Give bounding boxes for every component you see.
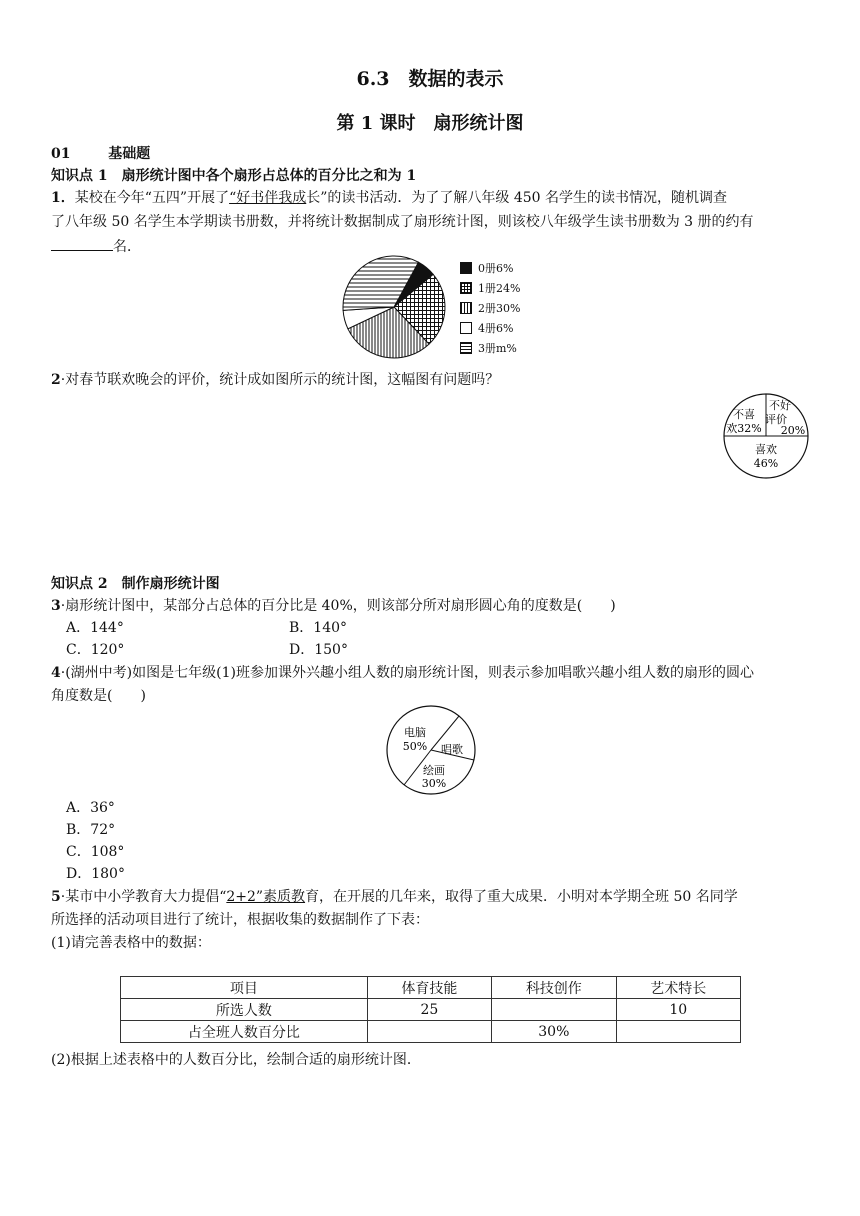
section-number: 01 [51, 146, 71, 162]
table-cell: 10 [616, 999, 740, 1021]
q1-number: 1． [51, 190, 75, 206]
legend-label: 4册6% [478, 322, 514, 335]
q4-label-computer-b: 50% [402, 740, 428, 753]
table-cell: 科技创作 [492, 977, 616, 999]
q2-question: ·对春节联欢晚会的评价，统计成如图所示的统计图，这幅图有问题吗？ [60, 372, 500, 388]
section-heading [51, 144, 150, 164]
q5-line-1 [51, 887, 738, 907]
q5-line-2: 所选择的活动项目进行了统计，根据收集的数据制作了下表： [51, 912, 429, 928]
q4-question: ·(湖州中考)如图是七年级(1)班参加课外兴趣小组人数的扇形统计图，则表示参加唱歌兴趣小组人数的扇形的圆心 [60, 665, 754, 681]
table-cell-empty[interactable] [616, 1021, 740, 1043]
q1-text-underlined: “好书伴我成 [229, 190, 307, 206]
q1-line-2: 了八年级 50 名学生本学期读书册数，并将统计数据制成了扇形统计图，则该校八年级学生读书册数为 3 册的约有 [51, 214, 754, 230]
table-cell: 25 [367, 999, 491, 1021]
q5-table [120, 976, 741, 1043]
q3-question: ·扇形统计图中，某部分占总体的百分比是 40%，则该部分所对扇形圆心角的度数是( ) [60, 598, 616, 614]
q3-option-a[interactable]: A．144° [66, 620, 124, 636]
legend-item-0 [460, 258, 520, 278]
q4-line-2: 角度数是( ) [51, 688, 146, 704]
q2-number: 2 [51, 372, 61, 388]
q1-line-3 [51, 236, 141, 257]
q1-legend [460, 258, 520, 358]
legend-item-4 [460, 338, 520, 358]
q4-option-b[interactable]: B．72° [66, 822, 116, 838]
q1-text-tail: 名． [113, 239, 141, 255]
q1-pie-slices [343, 256, 445, 358]
knowledge-point-1: 知识点 1 扇形统计图中各个扇形占总体的百分比之和为 1 [51, 168, 417, 184]
q3-text [51, 596, 616, 616]
q4-option-a[interactable]: A．36° [66, 800, 115, 816]
table-row [121, 999, 741, 1021]
legend-swatch-vertical [460, 302, 472, 314]
legend-label: 3册m% [478, 342, 517, 355]
section-name: 基础题 [108, 146, 151, 162]
legend-item-1 [460, 278, 520, 298]
table-row [121, 1021, 741, 1043]
q1-line-1 [51, 188, 727, 208]
legend-item-2 [460, 298, 520, 318]
q2-label-like-b: 46% [753, 457, 779, 470]
q5-text-a: ·某市中小学教育大力提倡“ [60, 889, 227, 905]
legend-swatch-grid [460, 282, 472, 294]
q2-label-dislike-a: 不喜 [733, 408, 755, 421]
q3-number: 3 [51, 598, 61, 614]
q5-number: 5 [51, 889, 61, 905]
q2-label-bad-a: 不好 [769, 399, 791, 412]
q4-option-c[interactable]: C．108° [66, 844, 125, 860]
q2-label-like-a: 喜欢 [755, 443, 777, 456]
q3-option-d[interactable]: D．150° [289, 642, 348, 658]
page-title: 6.3 数据的表示 [356, 68, 504, 90]
table-header-row [121, 977, 741, 999]
q2-label-bad-b: 评价 [765, 413, 787, 426]
knowledge-point-2: 知识点 2 制作扇形统计图 [51, 576, 220, 592]
q4-label-singing: 唱歌 [441, 743, 463, 756]
q2-pie-chart [720, 393, 812, 481]
table-cell: 所选人数 [121, 999, 368, 1021]
q1-pie-chart [338, 254, 450, 360]
q4-option-d[interactable]: D．180° [66, 866, 125, 882]
legend-label: 1册24% [478, 282, 521, 295]
q4-label-computer-a: 电脑 [404, 726, 426, 739]
q4-label-drawing-a: 绘画 [423, 764, 445, 777]
legend-swatch-blank [460, 322, 472, 334]
table-cell: 项目 [121, 977, 368, 999]
q1-text-a: 某校在今年“五四”开展了 [74, 190, 230, 206]
q2-label-dislike-b: 欢32% [726, 422, 762, 435]
table-cell-empty[interactable] [492, 999, 616, 1021]
table-cell: 体育技能 [367, 977, 491, 999]
q2-label-bad-c: 20% [780, 424, 806, 437]
q4-number: 4 [51, 665, 61, 681]
table-cell-empty[interactable] [367, 1021, 491, 1043]
legend-label: 2册30% [478, 302, 521, 315]
q3-option-c[interactable]: C．120° [66, 642, 125, 658]
q3-option-b[interactable]: B．140° [289, 620, 348, 636]
q5-text-b: 育，在开展的几年来，取得了重大成果．小明对本学期全班 50 名同学 [305, 889, 738, 905]
legend-label: 0册6% [478, 262, 514, 275]
lesson-subtitle: 第 1 课时 扇形统计图 [336, 113, 524, 134]
q4-line-1 [51, 663, 754, 683]
q4-label-drawing-b: 30% [421, 777, 447, 790]
legend-item-3 [460, 318, 520, 338]
q5-sub-1: (1)请完善表格中的数据： [51, 935, 211, 951]
table-cell: 艺术特长 [616, 977, 740, 999]
legend-swatch-horizontal [460, 342, 472, 354]
q1-text-b: 长”的读书活动．为了了解八年级 450 名学生的读书情况，随机调查 [306, 190, 728, 206]
table-cell: 占全班人数百分比 [121, 1021, 368, 1043]
q4-pie-chart [384, 704, 478, 796]
q5-text-underlined: 2+2”素质教 [226, 889, 306, 905]
q2-text [51, 370, 499, 390]
table-cell: 30% [492, 1021, 616, 1043]
legend-swatch-solid [460, 262, 472, 274]
q5-sub-2: (2)根据上述表格中的人数百分比，绘制合适的扇形统计图． [51, 1052, 421, 1068]
q1-answer-blank[interactable] [51, 236, 113, 251]
